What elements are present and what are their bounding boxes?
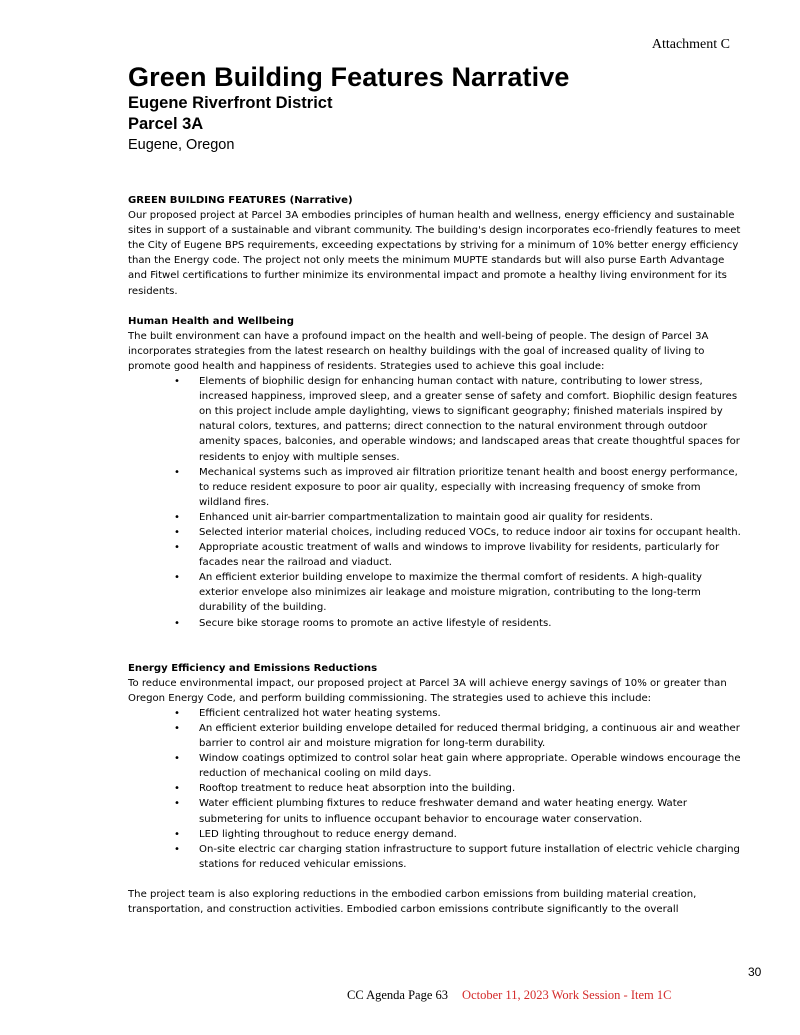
agenda-page-label: CC Agenda Page 63 xyxy=(347,988,449,1002)
bullet-icon: • xyxy=(174,843,180,855)
bullet-icon: • xyxy=(174,511,180,523)
page-number: 30 xyxy=(748,965,762,979)
list-item: • Elements of biophilic design for enhancing human contact with nature, contributing to lower stress, increased happiness, improved sleep, and a greater sense of safety and comfort. Biophilic design features on this project include ample daylighting, views to significant geography; finished materials inspired by natural colors, textures, and patterns; direct connection to the natural environment through outdoor amenity spaces, balconies, and operable windows; and landscaped areas that create thoughtful spaces for residents to enjoy with multiple senses. xyxy=(174,376,740,463)
bullet-icon: • xyxy=(174,376,180,388)
document-subtitle: Eugene Riverfront District xyxy=(128,94,333,112)
city-label: Eugene, Oregon xyxy=(128,137,235,153)
bullet-icon: • xyxy=(174,828,180,840)
document-title: Green Building Features Narrative xyxy=(128,62,570,92)
list-item: • Selected interior material choices, including reduced VOCs, to reduce indoor air toxins for occupant health. xyxy=(199,525,742,540)
closing-paragraph: The project team is also exploring reductions in the embodied carbon emissions from building material creation, transportation, and construction activities. Embodied carbon emissions contribute significantly to the overall xyxy=(128,888,697,916)
bullet-icon: • xyxy=(174,783,180,795)
list-item: • Enhanced unit air-barrier compartmentalization to maintain good air quality for residents. xyxy=(199,510,742,525)
bullet-icon: • xyxy=(174,542,180,554)
energy-paragraph: To reduce environmental impact, our proposed project at Parcel 3A will achieve energy savings of 10% or greater than Oregon Energy Code, and perform building commissioning. The strategies used to achieve this include: xyxy=(128,677,727,704)
list-item: • An efficient exterior building envelope to maximize the thermal comfort of residents. A high-quality exterior envelope also minimizes air leakage and moisture migration, contributing to the long-term durability of the building. xyxy=(174,572,703,614)
bullet-icon: • xyxy=(174,723,180,734)
bullet-icon: • xyxy=(174,707,180,719)
bullet-icon: • xyxy=(174,798,180,810)
health-heading: Human Health and Wellbeing xyxy=(128,315,294,327)
bullet-icon: • xyxy=(174,753,180,765)
energy-bullet-list xyxy=(128,706,742,872)
attachment-label: Attachment C xyxy=(651,37,730,52)
intro-paragraph: Our proposed project at Parcel 3A embodies principles of human health and wellness, energy efficiency and sustainable sites in support of a sustainable and vibrant community. The building's design incorporates eco-friendly features to meet the City of Eugene BPS requirements, exceeding expectations by striving for a minimum of 10% better energy efficiency than the Energy code. The project not only meets the minimum MUPTE standards but will also purse Earth Advantage and Fitwel certifications to further minimize its environmental impact and promote a healthy living environment for its residents. xyxy=(128,210,741,297)
document-header xyxy=(128,62,748,155)
list-item: • Appropriate acoustic treatment of walls and windows to improve livability for residents, particularly for facades near the railroad and viaduct. xyxy=(174,542,720,569)
list-item: • Window coatings optimized to control solar heat gain where appropriate. Operable windows encourage the reduction of mechanical cooling on mild days. xyxy=(174,753,741,780)
bullet-icon: • xyxy=(174,526,180,538)
intro-heading: GREEN BUILDING FEATURES (Narrative) xyxy=(128,195,353,206)
energy-heading: Energy Efficiency and Emissions Reductions xyxy=(128,662,378,674)
health-bullet-list xyxy=(128,374,742,631)
bullet-icon: • xyxy=(174,466,180,478)
document-body xyxy=(128,193,742,917)
list-item: • An efficient exterior building envelope detailed for reduced thermal bridging, a continuous air and weather barrier to control air and moisture migration for long-term durability. xyxy=(174,723,740,750)
page-footer xyxy=(347,988,671,1003)
work-session-label: October 11, 2023 Work Session - Item 1C xyxy=(462,988,672,1002)
list-item: • Mechanical systems such as improved air filtration prioritize tenant health and boost energy performance, to reduce resident exposure to poor air quality, especially with increasing frequency of smoke from wildland fires. xyxy=(174,466,738,508)
bullet-icon: • xyxy=(174,572,180,584)
list-item: • Efficient centralized hot water heating systems. xyxy=(199,706,742,721)
health-paragraph: The built environment can have a profound impact on the health and well-being of people. The design of Parcel 3A incorporates strategies from the latest research on healthy buildings with the goal of increased quality of living to promote good health and happiness of residents. Strategies used to achieve this goal include: xyxy=(128,330,709,372)
bullet-icon: • xyxy=(174,617,180,629)
list-item: • Rooftop treatment to reduce heat absorption into the building. xyxy=(199,781,742,796)
parcel-label: Parcel 3A xyxy=(128,115,204,133)
list-item: • Secure bike storage rooms to promote an active lifestyle of residents. xyxy=(199,616,742,631)
list-item: • Water efficient plumbing fixtures to reduce freshwater demand and water heating energy. Water submetering for units to influence occupant behavior to encourage water conservation. xyxy=(174,798,688,825)
list-item: • LED lighting throughout to reduce energy demand. xyxy=(199,827,742,842)
list-item: • On-site electric car charging station infrastructure to support future installation of electric vehicle charging stations for reduced vehicular emissions. xyxy=(174,843,740,870)
